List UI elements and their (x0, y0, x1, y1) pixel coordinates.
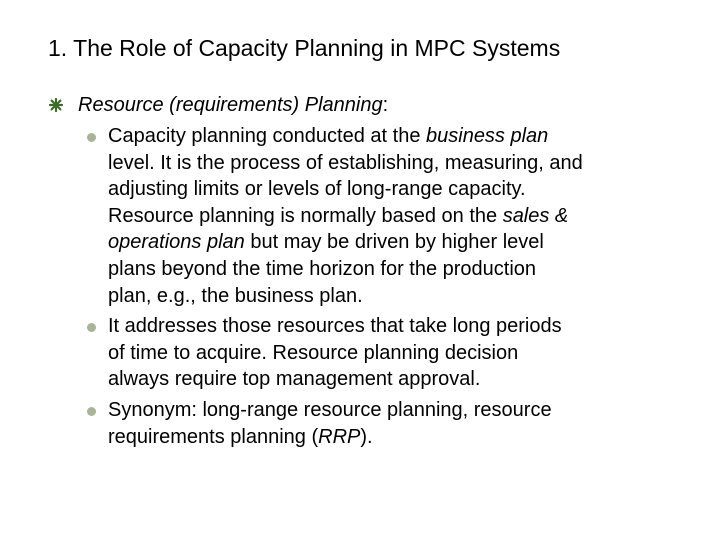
text-run-italic: operations plan (108, 231, 245, 254)
text-line: plans beyond the time horizon for the production (108, 257, 537, 280)
main-bullet-heading: Resource (requirements) Planning (78, 94, 383, 116)
round-bullet-icon (87, 323, 96, 332)
text-line: Synonym: long-range resource planning, resource (108, 399, 552, 421)
text-line: of time to acquire. Resource planning decision (108, 341, 519, 364)
text-line: adjusting limits or levels of long-range capacity. (108, 178, 526, 201)
text-line: level. It is the process of establishing, measuring, and (108, 151, 583, 174)
text-line: It addresses those resources that take long periods (108, 315, 562, 337)
text-run-italic: sales & (502, 204, 569, 227)
round-bullet-icon (87, 407, 96, 416)
sub-bullet-1 (108, 123, 688, 309)
main-bullet-colon: : (382, 94, 389, 116)
text-line (108, 229, 688, 256)
asterisk-bullet-icon (49, 98, 63, 112)
text-run: but may be driven by higher level (244, 231, 544, 254)
round-bullet-icon (87, 133, 96, 142)
text-line (108, 203, 688, 230)
slide-title: 1. The Role of Capacity Planning in MPC Systems (48, 35, 561, 61)
main-bullet (78, 92, 688, 118)
text-run-italic: RRP (318, 425, 361, 448)
sub-bullet-2 (108, 313, 688, 393)
text-run: Resource planning is normally based on the (108, 204, 503, 227)
text-run: Capacity planning conducted at the (108, 125, 426, 147)
sub-bullet-3 (108, 397, 688, 450)
text-line (108, 424, 688, 451)
text-run-italic: business plan (426, 125, 549, 147)
text-line: always require top management approval. (108, 368, 481, 391)
text-run: requirements planning ( (108, 425, 319, 448)
text-line: plan, e.g., the business plan. (108, 284, 363, 307)
text-line (108, 123, 688, 150)
text-run: ). (360, 425, 373, 448)
